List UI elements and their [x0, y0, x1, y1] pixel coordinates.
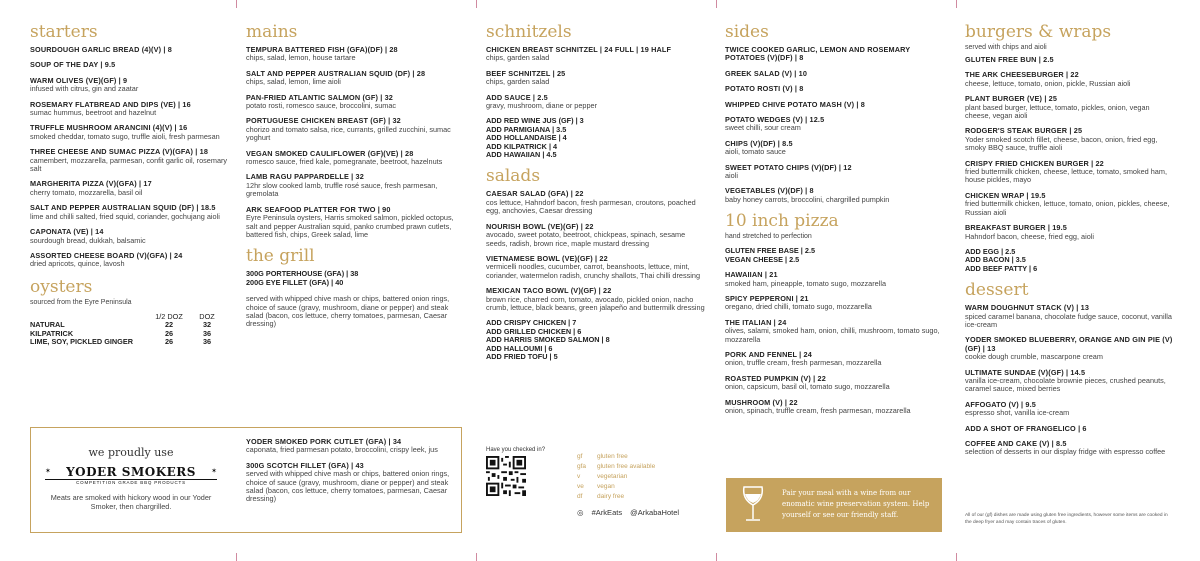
- item-description: camembert, mozzarella, parmesan, confit garlic oil, rosemary salt: [30, 155, 228, 174]
- menu-item: [246, 438, 456, 455]
- oyster-half-price: 26: [164, 328, 174, 338]
- oyster-doz-price: 32: [202, 320, 212, 330]
- item-name: VEGAN SMOKED CAULIFLOWER (GF)(VE) | 28: [246, 148, 414, 158]
- yoder-box: [30, 427, 462, 533]
- starters-title: starters: [30, 22, 98, 42]
- menu-item: [725, 70, 943, 78]
- item-description: infused with citrus, gin and zaatar: [30, 84, 139, 94]
- addon-item: ADD BACON | 3.5: [965, 255, 1026, 265]
- legend-label: dairy free: [597, 493, 625, 500]
- salad-addons: [486, 319, 706, 361]
- fold-mark: [716, 553, 717, 561]
- item-name: WARM OLIVES (VE)(GF) | 9: [30, 75, 128, 85]
- sides-column: [725, 22, 943, 422]
- addon-item: ADD HALLOUMI | 6: [486, 343, 553, 353]
- item-description: cherry tomato, mozzarella, basil oil: [30, 187, 143, 197]
- addon-item: ADD FRIED TOFU | 5: [486, 351, 558, 361]
- menu-item: [30, 61, 228, 69]
- item-name: ASSORTED CHEESE BOARD (V)(GFA) | 24: [30, 250, 183, 260]
- mains-list: [246, 46, 464, 239]
- legend-label: vegetarian: [597, 473, 628, 480]
- item-name: SWEET POTATO CHIPS (V)(DF) | 12: [725, 162, 852, 172]
- menu-item: [725, 399, 943, 416]
- checkin-label: Have you checked in?: [486, 447, 546, 453]
- oysters-title: oysters: [30, 276, 93, 297]
- salads-title: salads: [486, 166, 541, 187]
- item-name: RODGER'S STEAK BURGER | 25: [965, 126, 1083, 136]
- yoder-left: [41, 446, 221, 511]
- item-name: VIETNAMESE BOWL (VE)(GF) | 22: [486, 253, 608, 263]
- fold-mark: [956, 553, 957, 561]
- item-description: chips, garden salad: [486, 53, 550, 63]
- dietary-legend: [577, 452, 697, 502]
- menu-item: [30, 124, 228, 141]
- menu-item: [486, 255, 706, 280]
- item-description: sourdough bread, dukkah, balsamic: [30, 235, 146, 245]
- item-name: GLUTEN FREE BUN | 2.5: [965, 55, 1054, 64]
- menu-item: [725, 101, 943, 109]
- addon-item: ADD HARRIS SMOKED SALMON | 8: [486, 335, 610, 345]
- item-name: POTATO WEDGES (V) | 12.5: [725, 115, 825, 125]
- addon-item: ADD HAWAIIAN | 4.5: [486, 150, 557, 160]
- legend-key: gfa: [577, 463, 587, 470]
- menu-item: [725, 375, 943, 392]
- legend-key: ve: [577, 483, 584, 490]
- menu-item: [30, 204, 228, 221]
- item-name: CAESAR SALAD (GFA) | 22: [486, 189, 584, 199]
- item-description: plant based burger, lettuce, tomato, pickles, onion, vegan cheese, vegan aioli: [965, 102, 1150, 121]
- star-icon: ✶: [45, 468, 51, 475]
- instagram-icon: ◎: [577, 508, 584, 517]
- item-description: chips, salad, lemon, lime aioli: [246, 77, 341, 87]
- item-description: baby honey carrots, broccolini, chargrilled pumpkin: [725, 194, 890, 204]
- item-description: vanilla ice-cream, chocolate brownie pieces, crushed peanuts, caramel sauce, mixed berries: [965, 375, 1166, 394]
- addon-item: ADD KILPATRICK | 4: [486, 141, 558, 151]
- menu-item: [965, 401, 1173, 418]
- item-description: chips, garden salad: [486, 77, 550, 87]
- menu-item: [965, 440, 1173, 457]
- social-handle[interactable]: #ArkEats: [591, 508, 623, 517]
- oyster-half-price: 22: [164, 320, 174, 330]
- item-name: CRISPY FRIED CHICKEN BURGER | 22: [965, 158, 1104, 168]
- oysters-header-half: 1/2 DOZ: [155, 311, 183, 321]
- item-name: POTATO ROSTI (V) | 8: [725, 84, 804, 94]
- oyster-row: [30, 338, 226, 346]
- qr-code-icon[interactable]: [486, 456, 526, 496]
- pizza-extras: [725, 247, 943, 264]
- menu-item: [725, 116, 943, 133]
- menu-item: [965, 192, 1173, 217]
- starters-column: [30, 22, 228, 346]
- item-name: PORK AND FENNEL | 24: [725, 349, 812, 359]
- item-name: YODER SMOKED PORK CUTLET (GFA) | 34: [246, 437, 402, 446]
- vegan-cheese: VEGAN CHEESE | 2.5: [725, 254, 800, 264]
- pizza-title: 10 inch pizza: [725, 211, 839, 232]
- item-name: SALT AND PEPPER AUSTRALIAN SQUID (DF) | 18.5: [30, 203, 216, 213]
- menu-item: [246, 70, 464, 87]
- item-name: 300G SCOTCH FILLET (GFA) | 43: [246, 460, 364, 470]
- oysters-rows: [30, 321, 226, 346]
- wine-glass-icon: [738, 485, 768, 525]
- item-name: YODER SMOKED BLUEBERRY, ORANGE AND GIN PIE (V)(GF) | 13: [965, 335, 1173, 353]
- menu-item: [725, 187, 943, 204]
- menu-item: [965, 425, 1173, 433]
- schnitzels-list: [486, 46, 706, 110]
- menu-item: [486, 70, 706, 87]
- item-name: TRUFFLE MUSHROOM ARANCINI (4)(V) | 16: [30, 123, 188, 133]
- item-description: smoked cheddar, tomato sugo, truffle aioli, fresh parmesan: [30, 131, 220, 141]
- item-description: caponata, fried parmesan potato, broccolini, crispy leek, jus: [246, 445, 438, 455]
- legend-label: vegan: [597, 483, 615, 490]
- item-name: SOURDOUGH GARLIC BREAD (4)(V) | 8: [30, 45, 172, 54]
- menu-item: [30, 252, 228, 269]
- item-description: served with whipped chive mash or chips, battered onion rings, choice of sauce (gravy, mushroom, diane or pepper) and steak salad (bacon, cos lettuce, cherry tomatoes, parmesan, Caesar dressing): [246, 469, 450, 504]
- item-description: potato rosti, romesco sauce, broccolini, sumac: [246, 101, 397, 111]
- item-description: chorizo and tomato salsa, rice, currants, grilled zucchini, sumac yoghurt: [246, 124, 451, 143]
- item-description: lime and chilli salted, fried squid, coriander, gochujang aioli: [30, 211, 220, 221]
- gluten-footnote: All of our (gf) dishes are made using gluten free ingredients, however some items are cooked in the deep fryer and may contain traces of gluten.: [965, 513, 1168, 525]
- legend-label: gluten free: [597, 453, 628, 460]
- legend-key: v: [577, 473, 581, 480]
- menu-item: [725, 164, 943, 181]
- menu-item: [486, 46, 706, 63]
- item-description: espresso shot, vanilla ice-cream: [965, 408, 1070, 418]
- item-name: CHIPS (V)(DF) | 8.5: [725, 138, 793, 148]
- menu-item: [30, 180, 228, 197]
- menu-item: [30, 46, 228, 54]
- checkin-area: [486, 447, 576, 501]
- item-name: MUSHROOM (V) | 22: [725, 397, 798, 407]
- dessert-list: [965, 304, 1173, 457]
- item-name: ARK SEAFOOD PLATTER FOR TWO | 90: [246, 204, 391, 214]
- item-name: GREEK SALAD (V) | 10: [725, 68, 808, 78]
- fold-mark: [956, 0, 957, 8]
- menu-item: [965, 224, 1173, 241]
- addon-item: ADD PARMIGIANA | 3.5: [486, 124, 567, 134]
- item-description: sweet chilli, sour cream: [725, 123, 801, 133]
- menu-item: [965, 369, 1173, 394]
- item-name: SALT AND PEPPER AUSTRALIAN SQUID (DF) | 28: [246, 68, 426, 78]
- item-description: selection of desserts in our display fridge with espresso coffee: [965, 447, 1166, 457]
- addon-item: ADD BEEF PATTY | 6: [965, 263, 1038, 273]
- oyster-name: KILPATRICK: [30, 328, 74, 338]
- fold-mark: [476, 553, 477, 561]
- burgers-subtitle: served with chips and aioli: [965, 44, 1047, 51]
- yoder-note: Meats are smoked with hickory wood in our Yoder Smoker, then chargrilled.: [50, 493, 212, 511]
- oyster-doz-price: 36: [202, 336, 212, 346]
- mains-column: [246, 22, 464, 329]
- item-description: Eyre Peninsula oysters, Harris smoked salmon, pickled octopus, salt and pepper Australian squid, panko crumbed prawn cutlets, battered fish, chips, Greek salad, lime: [246, 213, 454, 239]
- item-description: fried buttermilk chicken, cheese, lettuce, tomato, smoked ham, house pickles, mayo: [965, 167, 1167, 185]
- menu-item: [965, 56, 1173, 64]
- menu-item: [486, 94, 706, 111]
- fold-mark: [236, 0, 237, 8]
- item-name: PORTUGUESE CHICKEN BREAST (GF) | 32: [246, 116, 401, 126]
- sides-title: sides: [725, 22, 769, 42]
- item-name: CHICKEN WRAP | 19.5: [965, 190, 1046, 200]
- item-description: oregano, dried chilli, tomato sugo, mozzarella: [725, 302, 872, 312]
- item-name: NOURISH BOWL (VE)(GF) | 22: [486, 221, 594, 231]
- yoder-logo-subtext: COMPETITION GRADE BBQ PRODUCTS: [45, 479, 217, 486]
- item-name: HAWAIIAN | 21: [725, 270, 778, 280]
- burgers-title: burgers & wraps: [965, 22, 1112, 42]
- menu-item: [965, 304, 1173, 329]
- item-name: THREE CHEESE AND SUMAC PIZZA (V)(GFA) | 18: [30, 147, 209, 157]
- yoder-logo: [45, 465, 217, 487]
- item-name: ROSEMARY FLATBREAD AND DIPS (VE) | 16: [30, 99, 191, 109]
- item-description: cookie dough crumble, mascarpone cream: [965, 352, 1103, 362]
- item-description: vermicelli noodles, cucumber, carrot, beanshoots, lettuce, mint, coriander, watermelon radish, crunchy shallots, Thai chilli dressing: [486, 262, 701, 280]
- addon-item: ADD EGG | 2.5: [965, 246, 1016, 256]
- schnitzels-column: [486, 22, 706, 368]
- menu-item: [725, 319, 943, 344]
- item-description: olives, salami, smoked ham, onion, chilli, mushroom, tomato sugo, mozzarella: [725, 326, 940, 344]
- item-description: fried buttermilk chicken, lettuce, tomato, onion, pickles, cheese, Russian aioli: [965, 199, 1170, 217]
- item-description: onion, capsicum, basil oil, tomato sugo, mozzarella: [725, 382, 890, 392]
- menu-item: [486, 223, 706, 248]
- schnitzels-title: schnitzels: [486, 22, 572, 42]
- menu-item: [725, 46, 943, 63]
- yoder-logo-text: YODER SMOKERS: [66, 465, 196, 479]
- item-name: MARGHERITA PIZZA (V)(GFA) | 17: [30, 179, 152, 189]
- legend-key: gf: [577, 453, 583, 460]
- item-description: brown rice, charred corn, tomato, avocado, pickled onion, nacho crumb, lettuce, black beans, green jalapeño and buttermilk dressing: [486, 294, 705, 312]
- item-name: ADD A SHOT OF FRANGELICO | 6: [965, 423, 1087, 433]
- oyster-half-price: 26: [164, 336, 174, 346]
- sides-list: [725, 46, 943, 204]
- legend-label: gluten free available: [597, 463, 656, 470]
- item-description: Hahndorf bacon, cheese, fried egg, aioli: [965, 231, 1094, 241]
- item-name: BEEF SCHNITZEL | 25: [486, 68, 566, 78]
- burger-addons: [965, 248, 1173, 273]
- starters-list: [30, 46, 228, 269]
- fold-mark: [476, 0, 477, 8]
- item-description: avocado, sweet potato, beetroot, chickpeas, spinach, sesame seeds, radish, brown rice, maple mustard dressing: [486, 230, 686, 248]
- yoder-title: we proudly use: [88, 446, 174, 459]
- menu-item: [246, 150, 464, 167]
- menu-item: [965, 95, 1173, 120]
- grill-line: 200G EYE FILLET (GFA) | 40: [246, 277, 344, 287]
- oysters-header-doz: DOZ: [199, 311, 215, 321]
- item-name: TWICE COOKED GARLIC, LEMON AND ROSEMARY POTATOES (V)(DF) | 8: [725, 45, 911, 63]
- item-name: THE ARK CHEESEBURGER | 22: [965, 70, 1079, 80]
- grill-description: served with whipped chive mash or chips, battered onion rings, choice of sauce (gravy, mushroom, diane or pepper) and steak salad (bacon, cos lettuce, cherry tomatoes, parmesan, Caesar dressing): [246, 294, 450, 329]
- menu-item: [30, 77, 228, 94]
- item-name: VEGETABLES (V)(DF) | 8: [725, 186, 814, 196]
- menu-item: [246, 94, 464, 111]
- item-name: WARM DOUGHNUT STACK (V) | 13: [965, 303, 1090, 313]
- addon-item: ADD CRISPY CHICKEN | 7: [486, 318, 577, 328]
- wine-banner: [726, 478, 942, 532]
- item-name: COFFEE AND CAKE (V) | 8.5: [965, 439, 1067, 448]
- burgers-column: [965, 22, 1173, 464]
- item-description: onion, spinach, truffle cream, fresh parmesan, mozzarella: [725, 405, 911, 415]
- item-name: ROASTED PUMPKIN (V) | 22: [725, 373, 826, 383]
- menu-item: [30, 148, 228, 173]
- burgers-list: [965, 56, 1173, 241]
- item-name: ADD SAUCE | 2.5: [486, 92, 548, 102]
- menu-item: [246, 173, 464, 198]
- item-name: PAN-FRIED ATLANTIC SALMON (GF) | 32: [246, 92, 394, 102]
- item-description: aioli, tomato sauce: [725, 147, 786, 157]
- pizza-subtitle: hand stretched to perfection: [725, 233, 812, 241]
- fold-mark: [716, 0, 717, 8]
- menu-item: [246, 46, 464, 63]
- menu-item: [30, 101, 228, 118]
- menu-item: [486, 287, 706, 312]
- menu-item: [725, 351, 943, 368]
- menu-item: [246, 206, 464, 240]
- item-description: gravy, mushroom, diane or pepper: [486, 101, 597, 111]
- yoder-items: [246, 438, 456, 511]
- item-description: romesco sauce, fried kale, pomegranate, beetroot, hazelnuts: [246, 157, 443, 167]
- item-description: cos lettuce, Hahndorf bacon, fresh parmesan, croutons, poached egg, anchovies, Caesar dressing: [486, 197, 696, 216]
- menu-item: [965, 160, 1173, 185]
- item-name: LAMB RAGU PAPPARDELLE | 32: [246, 172, 364, 182]
- menu-item: [725, 85, 943, 93]
- menu-item: [965, 336, 1173, 361]
- item-name: SPICY PEPPERONI | 21: [725, 293, 809, 303]
- item-name: THE ITALIAN | 24: [725, 317, 787, 327]
- mains-title: mains: [246, 22, 298, 42]
- legend-row: [577, 462, 697, 472]
- item-name: MEXICAN TACO BOWL (V)(GF) | 22: [486, 286, 612, 296]
- item-name: ULTIMATE SUNDAE (V)(GF) | 14.5: [965, 367, 1086, 377]
- oysters-table: [30, 313, 226, 347]
- oysters-subtitle: sourced from the Eyre Peninsula: [30, 298, 132, 306]
- item-description: aioli: [725, 171, 738, 181]
- addon-item: ADD RED WINE JUS (GF) | 3: [486, 116, 584, 126]
- item-name: CHICKEN BREAST SCHNITZEL | 24 FULL | 19 HALF: [486, 45, 672, 54]
- menu-item: [725, 140, 943, 157]
- item-description: onion, truffle cream, fresh parmesan, mozzarella: [725, 358, 882, 368]
- item-description: spiced caramel banana, chocolate fudge sauce, coconut, vanilla ice-cream: [965, 311, 1172, 329]
- item-name: PLANT BURGER (VE) | 25: [965, 94, 1058, 104]
- item-name: SOUP OF THE DAY | 9.5: [30, 60, 116, 70]
- item-description: sumac hummus, beetroot and hazelnut: [30, 108, 157, 118]
- pizza-list: [725, 271, 943, 415]
- item-description: Yoder smoked scotch fillet, cheese, bacon, onion, fried egg, smoky BBQ sauce, truffle aioli: [965, 134, 1158, 153]
- menu-item: [725, 295, 943, 312]
- oyster-name: NATURAL: [30, 320, 65, 330]
- fold-mark: [236, 553, 237, 561]
- menu-item: [246, 117, 464, 142]
- grill-lines: [246, 270, 464, 287]
- oyster-doz-price: 36: [202, 328, 212, 338]
- grill-title: the grill: [246, 246, 315, 267]
- legend-row: [577, 492, 697, 502]
- social-handles: [577, 508, 685, 517]
- menu-item: [725, 271, 943, 288]
- legend-row: [577, 472, 697, 482]
- schnitzel-addons: [486, 117, 706, 159]
- menu-item: [30, 228, 228, 245]
- grill-line: 300G PORTERHOUSE (GFA) | 38: [246, 269, 359, 279]
- item-description: chips, salad, lemon, house tartare: [246, 53, 356, 63]
- dessert-title: dessert: [965, 280, 1029, 301]
- legend-row: [577, 452, 697, 462]
- salads-list: [486, 190, 706, 312]
- gf-base: GLUTEN FREE BASE | 2.5: [725, 246, 816, 256]
- legend-key: df: [577, 493, 583, 500]
- menu-item: [965, 127, 1173, 152]
- item-description: smoked ham, pineapple, tomato sugo, mozzarella: [725, 278, 887, 288]
- menu-item: [965, 71, 1173, 88]
- wine-text: Pair your meal with a wine from our enomatic wine preservation system. Help yourself or see our friendly staff.: [782, 489, 930, 519]
- item-name: CAPONATA (VE) | 14: [30, 227, 104, 237]
- item-description: 12hr slow cooked lamb, truffle rosé sauce, fresh parmesan, gremolata: [246, 180, 438, 199]
- menu-item: [246, 462, 456, 504]
- legend-row: [577, 482, 697, 492]
- addon-item: ADD GRILLED CHICKEN | 6: [486, 326, 582, 336]
- item-description: dried apricots, quince, lavosh: [30, 259, 125, 269]
- item-description: cheese, lettuce, tomato, onion, pickle, Russian aioli: [965, 78, 1131, 88]
- oyster-name: LIME, SOY, PICKLED GINGER: [30, 336, 133, 346]
- item-name: BREAKFAST BURGER | 19.5: [965, 223, 1067, 233]
- item-name: WHIPPED CHIVE POTATO MASH (V) | 8: [725, 99, 865, 109]
- item-name: TEMPURA BATTERED FISH (GFA)(DF) | 28: [246, 45, 398, 54]
- social-handle[interactable]: @ArkabaHotel: [630, 508, 680, 517]
- item-name: AFFOGATO (V) | 9.5: [965, 399, 1036, 409]
- addon-item: ADD HOLLANDAISE | 4: [486, 133, 567, 143]
- menu-item: [486, 190, 706, 215]
- star-icon: ✶: [211, 468, 217, 475]
